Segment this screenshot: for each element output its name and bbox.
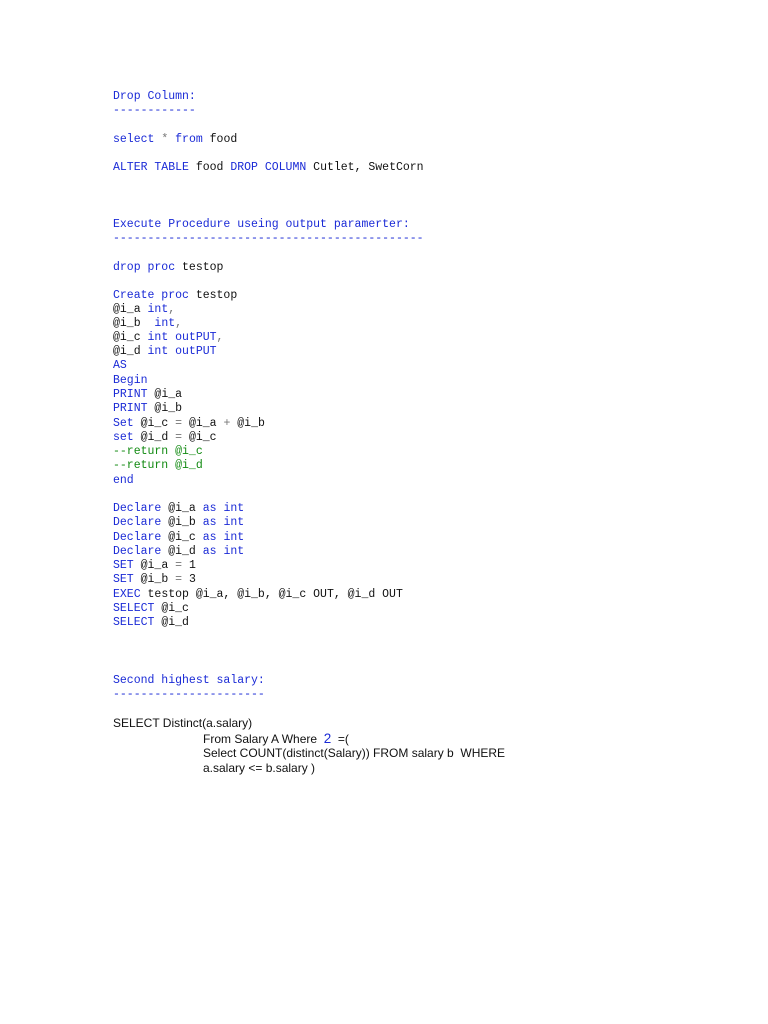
punctuation: , [216,331,224,344]
keyword: int [147,303,169,316]
code-text: @i_c [133,417,176,430]
code-line-alter-table [113,161,424,175]
section-heading-drop-column: Drop Column: [113,90,196,103]
keyword: int outPUT [147,345,217,358]
salary-query-line [203,731,349,747]
keyword: Declare [113,516,162,529]
keyword: int outPUT [147,331,217,344]
code-line-select-food [113,133,237,147]
code-comment: --return @i_c [113,445,203,458]
keyword: drop proc [113,261,176,274]
punctuation: , [168,303,176,316]
heading-underline: ------------ [113,104,196,117]
code-line-print [113,402,182,416]
keyword: Set [113,417,134,430]
code-text: @i_d [154,616,189,629]
code-text: food [188,161,231,174]
code-text: @i_c [113,331,148,344]
keyword: Declare [113,545,162,558]
code-line-set-value [113,573,196,587]
heading-underline: ---------------------- [113,688,265,701]
keyword: PRINT [113,402,148,415]
code-text: @i_a [147,388,183,401]
code-line-exec [113,588,403,602]
punctuation: , [175,317,183,330]
code-text: @i_c [182,431,217,444]
code-text: 3 [182,573,196,586]
code-text: @i_a [113,303,148,316]
operator: * [154,133,176,146]
operator: = [175,573,183,586]
operator: + [223,417,231,430]
code-line-set [113,431,217,445]
salary-query-line: SELECT Distinct(a.salary) [113,716,253,730]
salary-query-line: Select COUNT(distinct(Salary)) FROM salary b WHERE [203,746,506,760]
code-text: @i_d [161,545,203,558]
section-heading-salary: Second highest salary: [113,674,265,687]
keyword: as int [202,516,245,529]
code-text: @i_b [230,417,265,430]
code-text: @i_a [133,559,176,572]
code-line-end: end [113,474,134,487]
code-text: @i_c [154,602,189,615]
keyword: DROP COLUMN [230,161,307,174]
code-text: =( [331,732,349,746]
code-line-param [113,317,182,331]
code-text: @i_b [147,402,183,415]
code-line-declare [113,516,244,530]
code-text: @i_a [161,502,203,515]
keyword: PRINT [113,388,148,401]
code-line-param [113,345,217,359]
keyword: SELECT [113,616,155,629]
code-line-set [113,417,265,431]
keyword: Declare [113,502,162,515]
keyword: SET [113,573,134,586]
code-line-create-proc [113,289,237,303]
salary-query-line: a.salary <= b.salary ) [203,761,316,775]
code-line-select [113,602,189,616]
code-text: From Salary A Where [203,732,324,746]
code-line-begin: Begin [113,374,148,387]
keyword: Declare [113,531,162,544]
code-text: @i_c [161,531,203,544]
code-line-declare [113,531,244,545]
code-text: food [202,133,238,146]
code-text: @i_a [182,417,224,430]
code-text: @i_d [113,345,148,358]
code-line-as: AS [113,359,127,372]
keyword: as int [202,545,245,558]
operator: = [175,417,183,430]
code-comment: --return @i_d [113,459,203,472]
operator: = [175,431,183,444]
keyword: EXEC [113,588,141,601]
code-line-declare [113,545,244,559]
keyword: Create proc [113,289,189,302]
keyword: from [175,133,203,146]
keyword: int [154,317,176,330]
keyword: as int [202,531,245,544]
section-heading-procedure: Execute Procedure useing output paramerter: [113,218,410,231]
code-text: 1 [182,559,196,572]
keyword: SELECT [113,602,155,615]
code-line-param [113,303,175,317]
code-text: @i_b [113,317,155,330]
code-line-select [113,616,189,630]
keyword: SET [113,559,134,572]
code-text: testop [188,289,238,302]
code-text: Cutlet, SwetCorn [306,161,424,174]
code-line-print [113,388,182,402]
heading-underline: --------------------------------------------- [113,232,424,245]
keyword: set [113,431,134,444]
code-text: @i_b [133,573,176,586]
keyword: ALTER TABLE [113,161,189,174]
code-text: @i_d [133,431,176,444]
code-text: testop @i_a, @i_b, @i_c OUT, @i_d OUT [140,588,403,601]
number-literal: 2 [323,731,332,746]
code-line-drop-proc [113,261,223,275]
code-line-declare [113,502,244,516]
keyword: as int [202,502,245,515]
operator: = [175,559,183,572]
code-text: @i_b [161,516,203,529]
code-line-set-value [113,559,196,573]
code-line-param [113,331,223,345]
code-text: testop [175,261,224,274]
keyword: select [113,133,155,146]
